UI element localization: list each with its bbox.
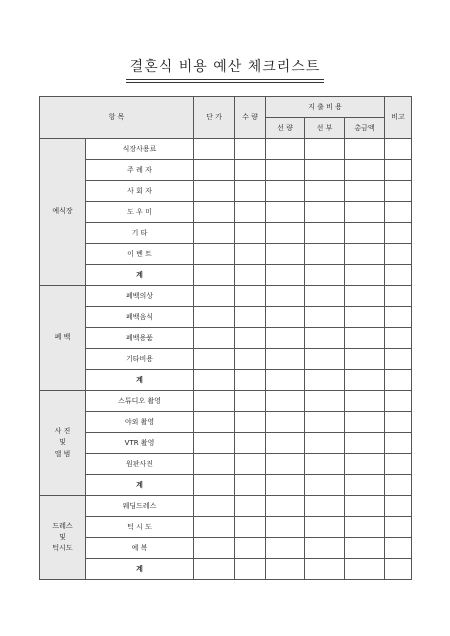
- table-row: [40, 223, 412, 244]
- note-cell[interactable]: [385, 517, 412, 538]
- note-cell[interactable]: [385, 307, 412, 328]
- unit-price-cell[interactable]: [194, 160, 235, 181]
- total-cell[interactable]: [345, 307, 385, 328]
- unit-price-cell[interactable]: [194, 391, 235, 412]
- note-cell[interactable]: [385, 202, 412, 223]
- table-row: [40, 538, 412, 559]
- note-cell[interactable]: [385, 538, 412, 559]
- item-name-cell: 기 타: [86, 223, 194, 244]
- table-row: [40, 496, 412, 517]
- total-cell[interactable]: [345, 202, 385, 223]
- balance-cell[interactable]: [305, 475, 345, 496]
- balance-cell[interactable]: [305, 307, 345, 328]
- balance-cell[interactable]: [305, 538, 345, 559]
- quantity-cell[interactable]: [235, 307, 266, 328]
- balance-cell[interactable]: [305, 412, 345, 433]
- item-name-cell: 이 벤 트: [86, 244, 194, 265]
- unit-price-cell[interactable]: [194, 307, 235, 328]
- deposit-cell[interactable]: [266, 244, 305, 265]
- table-row: [40, 517, 412, 538]
- deposit-cell[interactable]: [266, 517, 305, 538]
- balance-cell[interactable]: [305, 244, 345, 265]
- total-cell[interactable]: [345, 475, 385, 496]
- header-row: [40, 97, 412, 118]
- note-cell[interactable]: [385, 454, 412, 475]
- total-cell[interactable]: [345, 454, 385, 475]
- item-name-cell: 턱 시 도: [86, 517, 194, 538]
- item-name-cell: 폐백음식: [86, 307, 194, 328]
- deposit-cell[interactable]: [266, 496, 305, 517]
- deposit-cell[interactable]: [266, 538, 305, 559]
- category-cell: 사 진 및 앨 범: [40, 391, 86, 496]
- table-row: [40, 475, 412, 496]
- category-cell: 폐 백: [40, 286, 86, 391]
- balance-cell[interactable]: [305, 517, 345, 538]
- total-cell[interactable]: [345, 517, 385, 538]
- quantity-cell[interactable]: [235, 160, 266, 181]
- header-total: 총금액: [345, 118, 385, 139]
- header-expense: 지 출 비 용: [266, 97, 385, 118]
- unit-price-cell[interactable]: [194, 496, 235, 517]
- quantity-cell[interactable]: [235, 265, 266, 286]
- table-row: [40, 202, 412, 223]
- deposit-cell[interactable]: [266, 265, 305, 286]
- table-row: [40, 307, 412, 328]
- category-cell: 예식장: [40, 139, 86, 286]
- title-wrap: [0, 56, 450, 80]
- header-note: 비고: [385, 97, 412, 139]
- unit-price-cell[interactable]: [194, 349, 235, 370]
- quantity-cell[interactable]: [235, 433, 266, 454]
- note-cell[interactable]: [385, 496, 412, 517]
- page-title: 결혼식 비용 예산 체크리스트: [126, 56, 325, 80]
- quantity-cell[interactable]: [235, 496, 266, 517]
- item-name-cell: 야외 촬영: [86, 412, 194, 433]
- table-row: [40, 433, 412, 454]
- total-cell[interactable]: [345, 559, 385, 580]
- note-cell[interactable]: [385, 286, 412, 307]
- item-name-cell: 웨딩드레스: [86, 496, 194, 517]
- note-cell[interactable]: [385, 559, 412, 580]
- note-cell[interactable]: [385, 223, 412, 244]
- balance-cell[interactable]: [305, 349, 345, 370]
- quantity-cell[interactable]: [235, 391, 266, 412]
- table-row: [40, 454, 412, 475]
- unit-price-cell[interactable]: [194, 370, 235, 391]
- note-cell[interactable]: [385, 370, 412, 391]
- item-name-cell: 계: [86, 559, 194, 580]
- item-name-cell: 원판사진: [86, 454, 194, 475]
- table-row: [40, 559, 412, 580]
- header-quantity: 수 량: [235, 97, 266, 139]
- quantity-cell[interactable]: [235, 475, 266, 496]
- note-cell[interactable]: [385, 475, 412, 496]
- unit-price-cell[interactable]: [194, 139, 235, 160]
- table-row: [40, 370, 412, 391]
- deposit-cell[interactable]: [266, 454, 305, 475]
- quantity-cell[interactable]: [235, 559, 266, 580]
- total-cell[interactable]: [345, 433, 385, 454]
- item-name-cell: 기타비용: [86, 349, 194, 370]
- quantity-cell[interactable]: [235, 139, 266, 160]
- category-cell: 드레스 및 턱시도: [40, 496, 86, 580]
- total-cell[interactable]: [345, 370, 385, 391]
- balance-cell[interactable]: [305, 223, 345, 244]
- unit-price-cell[interactable]: [194, 265, 235, 286]
- unit-price-cell[interactable]: [194, 286, 235, 307]
- total-cell[interactable]: [345, 496, 385, 517]
- balance-cell[interactable]: [305, 391, 345, 412]
- total-cell[interactable]: [345, 265, 385, 286]
- header-item: 항 목: [40, 97, 194, 139]
- total-cell[interactable]: [345, 181, 385, 202]
- deposit-cell[interactable]: [266, 328, 305, 349]
- table-row: [40, 349, 412, 370]
- balance-cell[interactable]: [305, 370, 345, 391]
- unit-price-cell[interactable]: [194, 454, 235, 475]
- deposit-cell[interactable]: [266, 349, 305, 370]
- unit-price-cell[interactable]: [194, 244, 235, 265]
- deposit-cell[interactable]: [266, 370, 305, 391]
- quantity-cell[interactable]: [235, 538, 266, 559]
- note-cell[interactable]: [385, 265, 412, 286]
- deposit-cell[interactable]: [266, 286, 305, 307]
- deposit-cell[interactable]: [266, 412, 305, 433]
- table-row: [40, 412, 412, 433]
- deposit-cell[interactable]: [266, 391, 305, 412]
- quantity-cell[interactable]: [235, 286, 266, 307]
- total-cell[interactable]: [345, 160, 385, 181]
- balance-cell[interactable]: [305, 202, 345, 223]
- quantity-cell[interactable]: [235, 181, 266, 202]
- quantity-cell[interactable]: [235, 328, 266, 349]
- item-name-cell: 주 례 자: [86, 160, 194, 181]
- note-cell[interactable]: [385, 139, 412, 160]
- balance-cell[interactable]: [305, 181, 345, 202]
- item-name-cell: 폐백의상: [86, 286, 194, 307]
- quantity-cell[interactable]: [235, 244, 266, 265]
- item-name-cell: 사 회 자: [86, 181, 194, 202]
- deposit-cell[interactable]: [266, 433, 305, 454]
- quantity-cell[interactable]: [235, 454, 266, 475]
- item-name-cell: 계: [86, 370, 194, 391]
- deposit-cell[interactable]: [266, 202, 305, 223]
- total-cell[interactable]: [345, 538, 385, 559]
- note-cell[interactable]: [385, 349, 412, 370]
- total-cell[interactable]: [345, 244, 385, 265]
- balance-cell[interactable]: [305, 328, 345, 349]
- header-balance: 선 부: [305, 118, 345, 139]
- quantity-cell[interactable]: [235, 349, 266, 370]
- deposit-cell[interactable]: [266, 307, 305, 328]
- item-name-cell: 예 복: [86, 538, 194, 559]
- unit-price-cell[interactable]: [194, 433, 235, 454]
- unit-price-cell[interactable]: [194, 181, 235, 202]
- note-cell[interactable]: [385, 160, 412, 181]
- total-cell[interactable]: [345, 286, 385, 307]
- balance-cell[interactable]: [305, 496, 345, 517]
- quantity-cell[interactable]: [235, 223, 266, 244]
- deposit-cell[interactable]: [266, 559, 305, 580]
- balance-cell[interactable]: [305, 265, 345, 286]
- unit-price-cell[interactable]: [194, 202, 235, 223]
- table-row: [40, 160, 412, 181]
- unit-price-cell[interactable]: [194, 559, 235, 580]
- item-name-cell: 계: [86, 475, 194, 496]
- note-cell[interactable]: [385, 433, 412, 454]
- balance-cell[interactable]: [305, 433, 345, 454]
- balance-cell[interactable]: [305, 559, 345, 580]
- quantity-cell[interactable]: [235, 517, 266, 538]
- item-name-cell: VTR 촬영: [86, 433, 194, 454]
- table-row: [40, 391, 412, 412]
- deposit-cell[interactable]: [266, 181, 305, 202]
- unit-price-cell[interactable]: [194, 223, 235, 244]
- item-name-cell: 스튜디오 촬영: [86, 391, 194, 412]
- unit-price-cell[interactable]: [194, 475, 235, 496]
- quantity-cell[interactable]: [235, 202, 266, 223]
- unit-price-cell[interactable]: [194, 412, 235, 433]
- header-deposit: 선 량: [266, 118, 305, 139]
- table-row: [40, 181, 412, 202]
- header-unit-price: 단 가: [194, 97, 235, 139]
- balance-cell[interactable]: [305, 160, 345, 181]
- item-name-cell: 폐백용품: [86, 328, 194, 349]
- deposit-cell[interactable]: [266, 475, 305, 496]
- note-cell[interactable]: [385, 391, 412, 412]
- table-row: [40, 286, 412, 307]
- total-cell[interactable]: [345, 349, 385, 370]
- note-cell[interactable]: [385, 412, 412, 433]
- deposit-cell[interactable]: [266, 139, 305, 160]
- deposit-cell[interactable]: [266, 160, 305, 181]
- quantity-cell[interactable]: [235, 370, 266, 391]
- table-row: [40, 139, 412, 160]
- total-cell[interactable]: [345, 139, 385, 160]
- total-cell[interactable]: [345, 223, 385, 244]
- unit-price-cell[interactable]: [194, 328, 235, 349]
- item-name-cell: 도 우 미: [86, 202, 194, 223]
- balance-cell[interactable]: [305, 139, 345, 160]
- quantity-cell[interactable]: [235, 412, 266, 433]
- item-name-cell: 식장사용료: [86, 139, 194, 160]
- table-row: [40, 244, 412, 265]
- unit-price-cell[interactable]: [194, 538, 235, 559]
- total-cell[interactable]: [345, 328, 385, 349]
- table-row: [40, 328, 412, 349]
- total-cell[interactable]: [345, 412, 385, 433]
- deposit-cell[interactable]: [266, 223, 305, 244]
- note-cell[interactable]: [385, 244, 412, 265]
- balance-cell[interactable]: [305, 286, 345, 307]
- note-cell[interactable]: [385, 181, 412, 202]
- table-body: [40, 97, 412, 580]
- item-name-cell: 계: [86, 265, 194, 286]
- budget-table: [39, 96, 412, 580]
- balance-cell[interactable]: [305, 454, 345, 475]
- table-row: [40, 265, 412, 286]
- note-cell[interactable]: [385, 328, 412, 349]
- unit-price-cell[interactable]: [194, 517, 235, 538]
- total-cell[interactable]: [345, 391, 385, 412]
